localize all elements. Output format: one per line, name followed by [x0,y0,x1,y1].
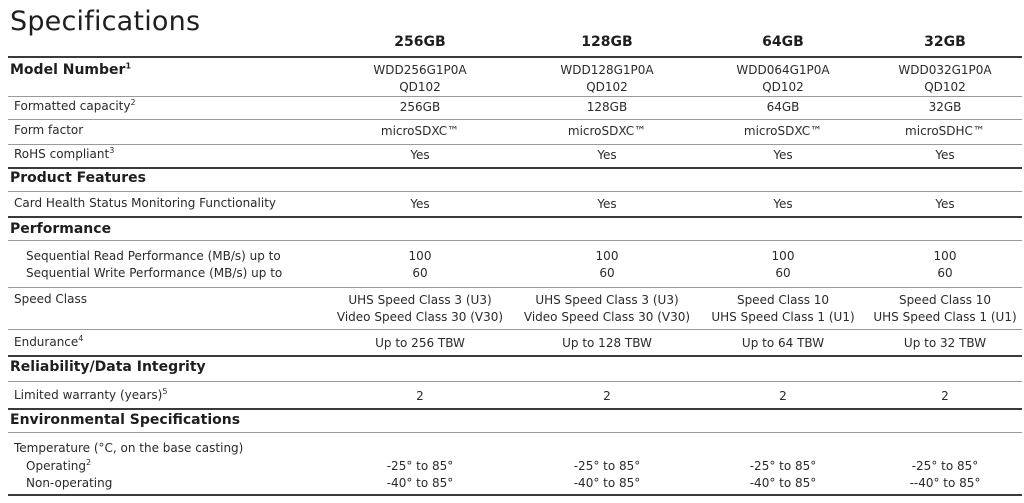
section-rule [8,408,1022,410]
card-health-cell: Yes [597,197,617,211]
formatted-capacity-cell: 128GB [586,100,628,114]
card-health-cell: Yes [935,197,955,211]
section-rule [8,216,1022,218]
temperature-cell: -25° to 85° -40° to 85° [386,459,454,490]
formatted-capacity-cell: 64GB [766,100,800,114]
model-number-cell: WDD256G1P0A QD102 [373,63,467,94]
temperature-cell: -25° to 85° --40° to 85° [909,459,981,490]
row-label-temperature-modes: Operating$^2$ Non-operating [26,458,113,490]
section-heading-model-number: Model Number$^1$ [10,61,132,78]
column-header-128gb: 128GB [581,34,633,50]
speed-class-cell: UHS Speed Class 3 (U3) Video Speed Class 30 (V30) [523,293,691,324]
warranty-cell: 2 [416,389,424,403]
model-number-cell: WDD128G1P0A QD102 [560,63,654,94]
row-divider [8,287,1022,288]
formatted-capacity-cell: 256GB [399,100,441,114]
temperature-cell: -25° to 85° -40° to 85° [573,459,641,490]
row-divider [8,432,1022,433]
column-header-256gb: 256GB [394,34,446,50]
column-header-64gb: 64GB [762,34,804,50]
column-header-32gb: 32GB [924,34,966,50]
form-factor-cell: microSDHC™ [905,124,985,138]
section-heading-product-features: Product Features [10,170,146,186]
row-label-sequential-performance: Sequential Read Performance (MB/s) up to Sequential Write Performance (MB/s) up to [26,249,283,280]
speed-class-cell: UHS Speed Class 3 (U3) Video Speed Class 30 (V30) [336,293,504,324]
section-heading-reliability: Reliability/Data Integrity [10,359,206,375]
form-factor-cell: microSDXC™ [743,124,823,138]
rohs-cell: Yes [410,148,430,162]
model-number-cell: WDD032G1P0A QD102 [898,63,992,94]
row-divider [8,329,1022,330]
row-divider [8,240,1022,241]
sequential-performance-cell: 100 60 [933,249,957,280]
row-label-endurance: Endurance$^4$ [14,334,84,349]
formatted-capacity-cell: 32GB [928,100,962,114]
model-number-cell: WDD064G1P0A QD102 [736,63,830,94]
endurance-cell: Up to 128 TBW [562,336,652,350]
endurance-cell: Up to 256 TBW [375,336,465,350]
endurance-cell: Up to 32 TBW [903,336,987,350]
card-health-cell: Yes [773,197,793,211]
row-label-form-factor: Form factor [14,123,84,137]
form-factor-cell: microSDXC™ [567,124,647,138]
row-label-limited-warranty: Limited warranty (years)$^5$ [14,387,168,402]
warranty-cell: 2 [603,389,611,403]
row-label-card-health: Card Health Status Monitoring Functionality [14,196,277,210]
section-heading-environmental: Environmental Specifications [10,412,241,428]
header-rule [8,56,1022,58]
speed-class-cell: Speed Class 10 UHS Speed Class 1 (U1) [873,293,1017,324]
speed-class-cell: Speed Class 10 UHS Speed Class 1 (U1) [711,293,855,324]
warranty-cell: 2 [941,389,949,403]
row-label-rohs-compliant: RoHS compliant$^3$ [14,146,115,161]
section-heading-performance: Performance [10,221,112,237]
rohs-cell: Yes [773,148,793,162]
row-divider [8,96,1022,97]
page-title: Specifications [10,6,201,37]
section-rule [8,355,1022,357]
row-divider [8,144,1022,145]
sequential-performance-cell: 100 60 [595,249,619,280]
form-factor-cell: microSDXC™ [380,124,460,138]
temperature-cell: -25° to 85° -40° to 85° [749,459,817,490]
table-bottom-rule [8,494,1022,496]
sequential-performance-cell: 100 60 [771,249,795,280]
row-divider [8,191,1022,192]
rohs-cell: Yes [935,148,955,162]
row-label-speed-class: Speed Class [14,292,88,306]
sequential-performance-cell: 100 60 [408,249,432,280]
row-label-formatted-capacity: Formatted capacity$^2$ [14,98,136,113]
endurance-cell: Up to 64 TBW [741,336,825,350]
warranty-cell: 2 [779,389,787,403]
rohs-cell: Yes [597,148,617,162]
card-health-cell: Yes [410,197,430,211]
row-label-temperature: Temperature (°C, on the base casting) [14,441,244,455]
row-divider [8,119,1022,120]
row-divider [8,381,1022,382]
section-rule [8,167,1022,169]
